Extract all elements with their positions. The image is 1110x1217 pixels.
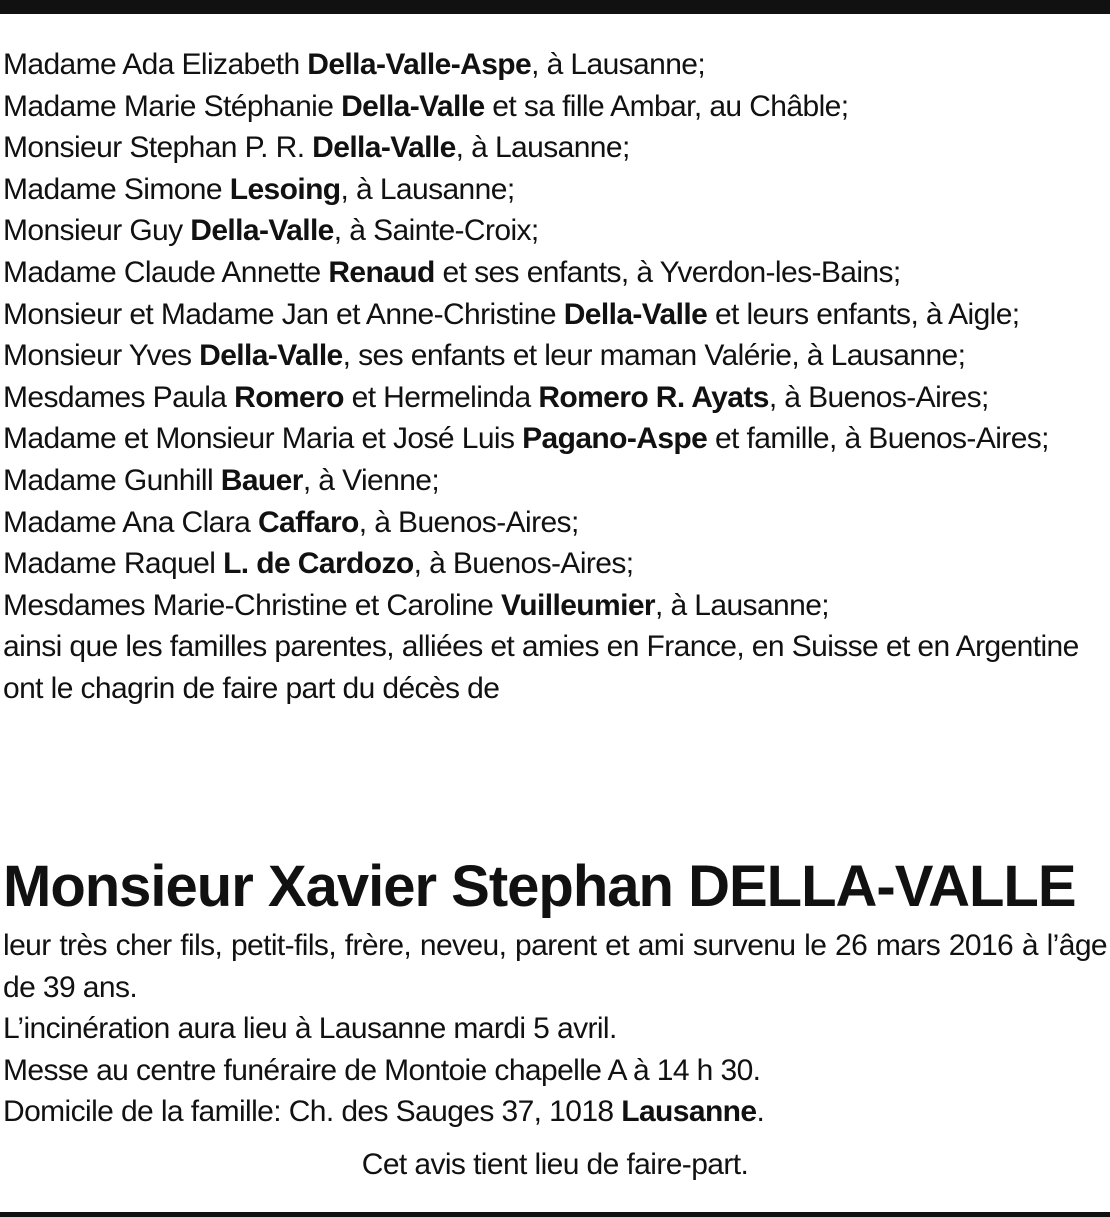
family-surname: Pagano-Aspe: [522, 422, 708, 456]
family-text: et sa fille Ambar, au Châble;: [484, 89, 849, 123]
family-text: et Hermelinda: [343, 380, 539, 414]
family-text: et ses enfants, à Yverdon-les-Bains;: [434, 255, 901, 289]
family-surname: Caffaro: [257, 505, 359, 539]
family-text: , à Lausanne;: [655, 588, 830, 622]
family-text: , ses enfants et leur maman Valérie, à Lausanne;: [342, 339, 966, 373]
footer-note: Cet avis tient lieu de faire-part.: [361, 1148, 749, 1181]
address-line: [3, 1091, 1107, 1133]
family-text: , à Lausanne;: [455, 131, 630, 165]
family-surname: Lesoing: [229, 172, 341, 206]
family-surname: Della-Valle: [190, 214, 334, 248]
cremation-line: L’incinération aura lieu à Lausanne mardi 5 avril.: [3, 1012, 617, 1046]
family-surname: Romero: [234, 380, 344, 414]
family-surname: Renaud: [328, 255, 435, 289]
family-text: , à Lausanne;: [531, 48, 706, 81]
family-line: [3, 418, 1107, 460]
family-surname: Vuilleumier: [500, 588, 655, 622]
family-text: , à Vienne;: [302, 463, 440, 497]
family-line: [3, 86, 1107, 128]
family-line: [3, 127, 1107, 169]
family-text: et famille, à Buenos-Aires;: [707, 422, 1049, 456]
relatives-line: ainsi que les familles parentes, alliées et amies en France, en Suisse et en Argentine: [3, 630, 1079, 664]
family-surname: Della-Valle: [312, 131, 456, 165]
family-surname: Bauer: [220, 463, 303, 497]
family-surname: Romero R. Ayats: [538, 380, 769, 414]
family-line: [3, 543, 1107, 585]
family-text: et leurs enfants, à Aigle;: [707, 297, 1020, 331]
address-text: .: [756, 1095, 765, 1129]
family-text: , à Buenos-Aires;: [413, 547, 634, 581]
family-text: Madame Ana Clara: [3, 505, 258, 539]
family-line: [3, 585, 1107, 627]
deceased-name: Monsieur Xavier Stephan DELLA-VALLE: [3, 854, 1076, 919]
announce-line: ont le chagrin de faire part du décès de: [3, 671, 500, 705]
family-line: [3, 294, 1107, 336]
family-text: Monsieur et Madame Jan et Anne-Christine: [3, 297, 564, 331]
family-line: [3, 460, 1107, 502]
family-text: Monsieur Yves: [3, 339, 200, 373]
top-rule: [0, 0, 1110, 14]
family-text: Mesdames Marie-Christine et Caroline: [3, 588, 501, 622]
family-text: , à Lausanne;: [340, 172, 515, 206]
bottom-rule: [0, 1212, 1110, 1217]
family-text: Madame Ada Elizabeth: [3, 48, 308, 81]
family-line: [3, 252, 1107, 294]
family-line: [3, 502, 1107, 544]
details-block: [3, 925, 1107, 1133]
family-surname: Della-Valle: [563, 297, 708, 331]
family-line: [3, 210, 1107, 252]
address-city: Lausanne: [621, 1095, 757, 1129]
family-line: [3, 335, 1107, 377]
family-line: [3, 377, 1107, 419]
family-text: , à Buenos-Aires;: [768, 380, 989, 414]
family-line: [3, 169, 1107, 211]
family-surname: L. de Cardozo: [223, 547, 414, 581]
relationship-line: leur très cher fils, petit-fils, frère, neveu, parent et ami survenu le 26 mars 2016 à l’âge de 39 ans.: [3, 929, 1107, 1004]
family-text: Madame Claude Annette: [3, 255, 329, 289]
family-text: Mesdames Paula: [3, 380, 235, 414]
family-text: , à Buenos-Aires;: [358, 505, 579, 539]
family-surname: Della-Valle-Aspe: [307, 48, 532, 81]
family-text: Madame Raquel: [3, 547, 224, 581]
family-text: Madame Gunhill: [3, 463, 221, 497]
family-text: Madame et Monsieur Maria et José Luis: [3, 422, 523, 456]
family-list: [3, 44, 1107, 710]
family-text: , à Sainte-Croix;: [333, 214, 539, 248]
mass-line: Messe au centre funéraire de Montoie chapelle A à 14 h 30.: [3, 1053, 761, 1087]
family-text: Monsieur Stephan P. R.: [3, 131, 313, 165]
family-text: Madame Marie Stéphanie: [3, 89, 342, 123]
family-surname: Della-Valle: [199, 339, 343, 373]
family-text: Monsieur Guy: [3, 214, 191, 248]
address-text: Domicile de la famille: Ch. des Sauges 37, 1018: [3, 1095, 622, 1129]
family-surname: Della-Valle: [341, 89, 485, 123]
family-line: [3, 44, 1107, 86]
family-text: Madame Simone: [3, 172, 230, 206]
